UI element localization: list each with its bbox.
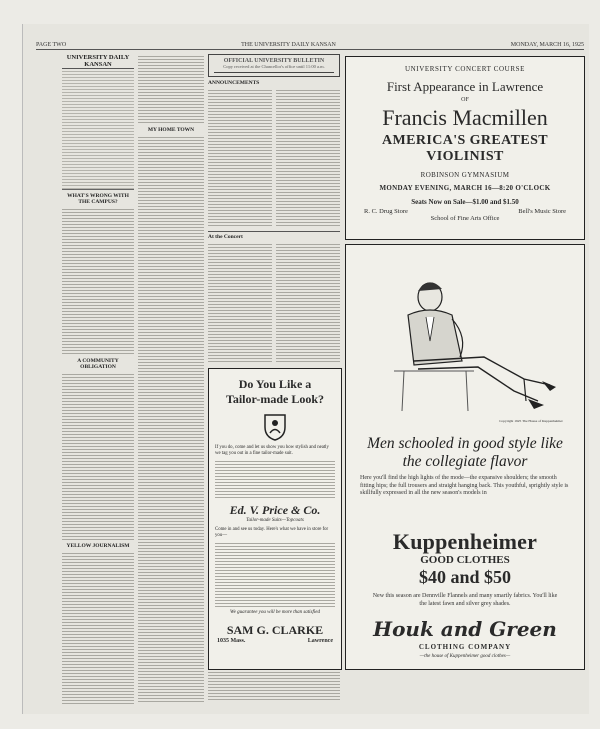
tailor-crest-icon	[263, 413, 287, 441]
tailor-headline-1: Do You Like a	[238, 377, 312, 391]
bulletin-text-left	[208, 88, 272, 228]
tailor-store-address: 1035 Mass.	[217, 638, 246, 645]
tailor-body-2: Come in and see us today. Here's what we have in store for you—	[215, 527, 329, 538]
editorial-text-3	[62, 551, 134, 704]
bulletin-title: OFFICIAL UNIVERSITY BULLETIN	[223, 58, 325, 64]
kuppenheimer-brand: Kuppenheimer	[392, 529, 538, 554]
masthead-staff-list	[62, 69, 134, 190]
page-header	[36, 40, 584, 50]
page-number: PAGE TWO	[36, 41, 67, 48]
kuppenheimer-headline: Men schooled in good style like the collegiate flavor	[367, 435, 563, 470]
editorial-headline-1: WHAT'S WRONG WITH THE CAMPUS?	[67, 193, 129, 205]
kuppenheimer-good-clothes: GOOD CLOTHES	[420, 554, 510, 566]
editorial-headline-2: A COMMUNITY OBLIGATION	[77, 358, 119, 370]
kuppenheimer-body: Here you'll find the high lights of the mode—the expansive shoulders; the smooth fitting hips; the full trousers and straight hanging back. This youthful, sprightly style is skillfully expressed in all the new season's models in	[360, 475, 569, 496]
masthead-title: UNIVERSITY DAILY KANSAN	[62, 54, 134, 69]
bulletin-section: ANNOUNCEMENTS	[208, 79, 260, 86]
ad-headline-2: VIOLINIST	[426, 149, 504, 164]
performer-name: Francis Macmillen	[382, 105, 548, 130]
man-illustration	[374, 261, 564, 421]
editorial-headline-3: YELLOW JOURNALISM	[66, 543, 130, 549]
concert-review-headline: At the Concert	[208, 231, 340, 240]
editorial-column	[62, 54, 134, 704]
tailor-headline-2: Tailor-made Look?	[225, 392, 325, 406]
column-two-text-top	[138, 54, 204, 124]
bulletin-subtitle: Copy received at the Chancellor's office until 11:00 a.m.	[223, 64, 325, 70]
ad-headline-1: AMERICA'S GREATEST	[381, 133, 549, 148]
column-two-headline: MY HOME TOWN	[147, 127, 195, 133]
ticket-store-left: R. C. Drug Store	[364, 208, 408, 215]
kuppenheimer-ad	[345, 244, 585, 670]
event-datetime: MONDAY EVENING, MARCH 16—8:20 O'CLOCK	[379, 184, 551, 192]
concert-review-text-right	[276, 242, 340, 362]
seat-prices: Seats Now on Sale—$1.00 and $1.50	[411, 198, 519, 206]
of-label: OF	[461, 97, 469, 103]
column-two-text	[138, 135, 204, 704]
store-logo: Houk and Green	[373, 617, 557, 641]
store-subtitle: CLOTHING COMPANY	[418, 643, 512, 651]
kuppenheimer-price: $40 and $50	[418, 567, 512, 587]
bulletin-text-right	[276, 88, 340, 228]
tailor-body-1: If you do, come and let us show you how stylish and neatly we tag you out in a fine tailor-made suit.	[215, 445, 329, 456]
paper-name: THE UNIVERSITY DAILY KANSAN	[241, 41, 336, 48]
tailor-guarantee: We guarantee you will be more than satisfied	[229, 610, 321, 616]
column-three	[208, 54, 340, 364]
venue: ROBINSON GYMNASIUM	[420, 171, 510, 179]
tailor-body-filler	[215, 459, 335, 499]
tailor-made-ad	[208, 368, 342, 670]
store-tagline: —the house of Kuppenheimer good clothes—	[419, 654, 511, 659]
tailor-brand-tag: Tailor-made Suits—Topcoats	[246, 518, 304, 524]
first-appearance: First Appearance in Lawrence	[386, 79, 544, 94]
kuppenheimer-body-2: New this season are Dennville Flannels and many smartly fabrics. You'll like the latest fawn and silver grey shades.	[372, 593, 558, 607]
tailor-body-filler-2	[215, 541, 335, 607]
editorial-text-1	[62, 207, 134, 355]
editorial-text-2	[62, 372, 134, 540]
tailor-store-city: Lawrence	[307, 638, 333, 645]
illustration-caption: Copyright 1925 The House of Kuppenheimer	[499, 419, 563, 423]
tailor-brand-logo: Ed. V. Price & Co.	[229, 503, 321, 518]
ticket-store-right: Bell's Music Store	[518, 208, 566, 215]
tailor-store-name: SAM G. CLARKE	[226, 623, 324, 638]
column-two	[138, 54, 204, 704]
issue-date: MONDAY, MARCH 16, 1925	[510, 41, 584, 48]
concert-review-text-left	[208, 242, 272, 362]
concert-course-ad	[345, 56, 585, 240]
ticket-office: School of Fine Arts Office	[430, 215, 500, 222]
concert-course-label: UNIVERSITY CONCERT COURSE	[405, 65, 525, 73]
